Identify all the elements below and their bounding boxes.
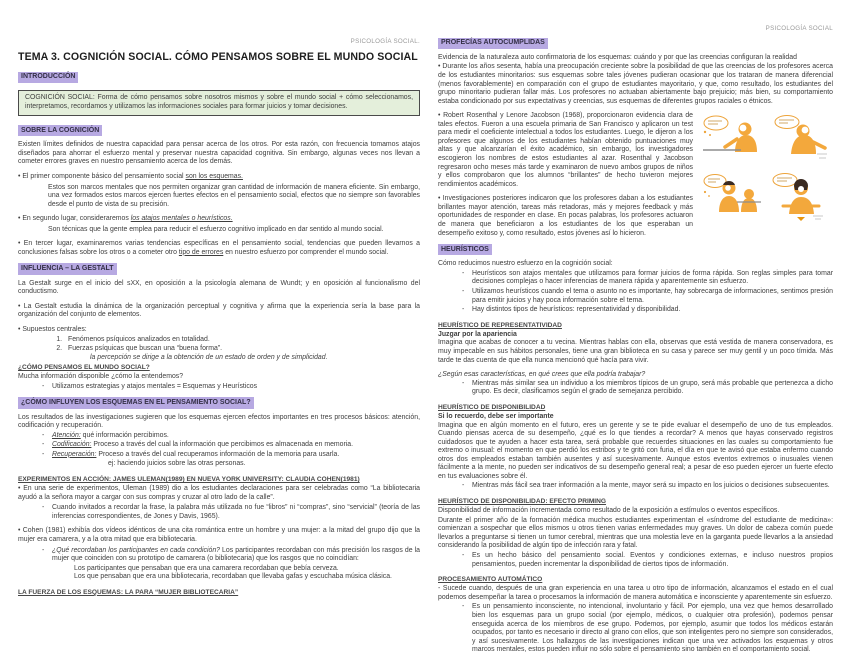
subtitle-juzgar-apariencia: Juzgar por la apariencia bbox=[438, 330, 517, 338]
cohen-detail-1: Los participantes que pensaban que era una camarera recordaban que bebía cerveza. bbox=[74, 564, 339, 572]
dash-heuristicos-3: - Hay distintos tipos de heurísticos: representatividad y disponibilidad. bbox=[472, 306, 833, 315]
dash-priming: - Es un hecho básico del pensamiento social. Eventos y condiciones externas, e incluso nuestros propios pensamientos, pueden incrementar la disponibilidad de ciertos tipos de información. bbox=[472, 552, 833, 569]
subheading-como-pensamos: ¿CÓMO PENSAMOS EL MUNDO SOCIAL? bbox=[18, 364, 150, 372]
subtitle-si-lo-recuerdo: Si lo recuerdo, debe ser importante bbox=[438, 412, 554, 420]
bullet-supuestos: • Supuestos centrales: bbox=[18, 326, 420, 335]
paragraph-evidencia: Evidencia de la naturaleza auto confirmatoria de los esquemas: cuándo y por que las creencias configuran la realidad bbox=[438, 53, 797, 61]
paragraph-mucha-info: Mucha información disponible ¿cómo la entendemos? bbox=[18, 373, 184, 381]
page-title: TEMA 3. COGNICIÓN SOCIAL. CÓMO PENSAMOS SOBRE EL MUNDO SOCIAL bbox=[18, 50, 418, 63]
bullet-cohen: • Cohen (1981) exhibía dos vídeos idénticos de una cita romántica entre un hombre y una mujer: a la mitad del grupo dijo que la mujer era camarera, y a la otra mitad que era bibliotecaria. bbox=[18, 527, 420, 544]
list-item: 1. Fenómenos psíquicos analizados en totalidad. bbox=[64, 336, 420, 345]
dash-recuperacion: - Recuperación: Proceso a través del cual recuperamos información de la memoria para usarla. bbox=[52, 451, 420, 460]
dash-similar: - Mientras más similar sea un individuo a los miembros típicos de un grupo, será más probable que pertenezca a dicho grupo. Es decir, clasificamos según el grado de semejanza percibido. bbox=[472, 380, 833, 397]
dash-codificacion: - Codificación: Proceso a través del cual la información que percibimos es almacenada en memoria. bbox=[52, 441, 420, 450]
paragraph-priming-2: Durante el primer año de la formación médica muchos estudiantes experimentan el «síndrome del estudiante de medicina»: comienzan a sospechar que ellos mismos u otros tienen varias enfermedades muy graves. Un dolor de cabeza común puede llevarlos a preguntarse si tienen un tumor cerebral, mientras que una molestia leve en la garganta puede llevarlos a la ansiedad considerando la posibilidad de algún tipo de infección rara y fatal. bbox=[438, 516, 833, 550]
dash-facil: - Mientras más fácil sea traer información a la mente, mayor será su impacto en los juicios o decisiones subsecuentes. bbox=[472, 482, 833, 491]
paragraph-vecina: Imagina que acabas de conocer a tu vecina. Mientras hablas con ella, observas que está vestida de manera conservadora, es muy impecable en sus hábitos personales, tiene una gran biblioteca en su casa y parece ser muy gentil y un poco tímida. Más tarde te das cuenta de que ella nunca mencionó qué hacía para vivir. bbox=[438, 339, 833, 364]
dash-cohen: - ¿Qué recordaban los participantes en cada condición? Los participantes recordaban con más precisión los rasgos de la mujer que coinciden con su prototipo de camarera (o bibliotecaria) que los rasgos que no coincidían: bbox=[52, 547, 420, 564]
teacher-student-comic-panel-1 bbox=[701, 114, 763, 166]
paragraph-limites: Existen límites definidos de nuestra capacidad para pensar acerca de los otros. Por esta razón, con frecuencia tomamos atajos diseñados para ahorrar el esfuerzo mental y preservar nuestra capacidad cognitiva. Sin embargo, algunas veces nos llevan a cometer errores graves en nuestro pensamiento acerca de los demás. bbox=[18, 141, 420, 166]
paragraph-priming-1: Disponibilidad de información incrementada como resultado de la exposición a estímulos o eventos específicos. bbox=[438, 507, 780, 515]
question-trabajar: ¿Según esas características, en qué crees que ella podría trabajar? bbox=[438, 371, 646, 379]
bullet-tendencias: • En tercer lugar, examinaremos varias tendencias específicas en el pensamiento social, tendencias que pueden llevarnos a conclusiones falsas sobre los otros o a cometer otro tipo de errores en nuestro esfuerzo por comprender el mundo social. bbox=[18, 240, 420, 257]
subheading-efecto-priming: HEURÍSTICO DE DISPONIBILIDAD: EFECTO PRIMING bbox=[438, 498, 607, 505]
list-item: 2. Fuerzas psíquicas que buscan una “buena forma”. bbox=[64, 345, 420, 354]
supuestos-note: la percepción se dirige a la obtención de un estado de orden y de simplicidad. bbox=[90, 353, 328, 361]
teacher-student-comic-panel-3 bbox=[701, 172, 763, 224]
section-heading-introduccion: INTRODUCCIÓN bbox=[18, 72, 78, 83]
ejemplo-note: ej: haciendo juicios sobre las otras personas. bbox=[108, 460, 246, 468]
teacher-student-comic-panel-2 bbox=[769, 114, 831, 166]
paragraph-resultados: Los resultados de las investigaciones sugieren que los esquemas ejercen efectos importantes en tres procesos básicos: atención, codificación y recuperación. bbox=[18, 413, 420, 430]
section-heading-gestalt: INFLUENCIA – LA GESTALT bbox=[18, 263, 117, 274]
running-header: PSICOLOGÍA SOCIAL. bbox=[350, 38, 420, 45]
subheading-fuerza-esquemas: LA FUERZA DE LOS ESQUEMAS: LA PARA “MUJER BIBLIOTECARIA” bbox=[18, 588, 239, 596]
dash-estrategias: - Utilizamos estrategias y atajos mentales = Esquemas y Heurísticos bbox=[52, 383, 420, 392]
dash-uleman: - Cuando invitados a recordar la frase, la palabra más utilizada no fue “libros” ni “compras”, sino “servicial” (teoría de las inferencias correspondientes, de Jones y Davis, 1965). bbox=[52, 504, 420, 521]
bullet-gestalt: • La Gestalt estudia la dinámica de la organización perceptual y cognitiva y afirma que la experiencia sería la base para la organización del conjunto de elementos. bbox=[18, 303, 420, 320]
section-heading-sobre-la-cognicion: SOBRE LA COGNICIÓN bbox=[18, 125, 102, 136]
subheading-procesamiento-automatico: PROCESAMIENTO AUTOMÁTICO bbox=[438, 576, 543, 584]
subheading-experimentos: EXPERIMENTOS EN ACCIÓN: JAMES ULEMAN(1989) EN NUEVA YORK UNIVERSITY: CLAUDIA COHEN(1981) bbox=[18, 475, 360, 483]
dash-heuristicos-1: - Heurísticos son atajos mentales que utilizamos para formar juicios de forma rápida. Son reglas simples para tomar decisiones complejas o hacer inferencias de manera rápida y aparentemente sin esfuerzo. bbox=[472, 270, 833, 287]
section-heading-heuristicos: HEURÍSTICOS bbox=[438, 244, 492, 255]
paragraph-como-reducimos: Cómo reducimos nuestro esfuerzo en la cognición social: bbox=[438, 260, 613, 268]
definition-box: COGNICIÓN SOCIAL: Forma de cómo pensamos sobre nosotros mismos y sobre el mundo social + cómo seleccionamos, interpretamos, recordamos y utilizamos las informaciones sociales para formar juicios y tomar decisiones. bbox=[18, 90, 420, 116]
paragraph-gestalt: La Gestalt surge en el inicio del sXX, en oposición a la psicología alemana de Wundt; y en oposición al funcionalismo del conductismo. bbox=[18, 279, 420, 296]
bullet-esquemas-detail: Estos son marcos mentales que nos permiten organizar gran cantidad de información de manera eficiente. Sin embargo, una vez formados estos marcos ejercen fuertes efectos en el pensamiento social, efectos que no siempre son favorables desde el punto de vista de su precisión. bbox=[48, 183, 420, 208]
dash-heuristicos-2: - Utilizamos heurísticos cuando el tema o asunto no es importante, hay sobrecarga de informaciones, sentimos presión para emitir juicios y hay poca información sobre el tema. bbox=[472, 288, 833, 305]
bullet-heuristicos-detail: Son técnicas que la gente emplea para reducir el esfuerzo cognitivo implicado en dar sentido al mundo social. bbox=[48, 225, 384, 233]
bullet-esquemas: • El primer componente básico del pensamiento social son los esquemas. bbox=[18, 173, 420, 182]
classroom-comic-grid bbox=[701, 114, 833, 224]
bullet-sesenta: • Durante los años sesenta, había una preocupación creciente sobre la posibilidad de que las creencias de los profesores acerca de los estudiantes minoritarios: sus esquemas sobre tales jóvenes pudieran ocasionar que los trataran de manera diferencial (menos favorablemente) en comparación con el grupo de estudiantes mayoritario, y que, como resultado, los estudiantes del grupo minoritario pudieran fallar más. Los profesores no actuaban abiertamente bajo prejuicio; más bien, su comportamiento estaba condicionado por sus expectativas y creencias, sus esquemas de diferentes grupos raciales o étnicos. bbox=[438, 63, 833, 106]
section-heading-influyen-esquemas: ¿CÓMO INFLUYEN LOS ESQUEMAS EN EL PENSAMIENTO SOCIAL? bbox=[18, 397, 254, 408]
section-heading-profecias: PROFECÍAS AUTOCUMPLIDAS bbox=[438, 38, 548, 49]
bullet-uleman: • En una serie de experimentos, Uleman (1989) dio a los estudiantes declaraciones para ser celebradas como “La bibliotecaria ayudó a la señora mayor a cargar con sus compras y cruzar al otro lado de la calle”. bbox=[18, 485, 420, 502]
dash-automatico: - Es un pensamiento inconsciente, no intencional, involuntario y fácil. Por ejemplo, una vez que hemos desarrollado bien los esquemas para un grupo social (por ejemplo, médicos, o cualquier otra profesión), podemos pensar enseguida acerca de los miembros de ese grupo. Podemos, por ejemplo, asumir que todos los médicos estarán ocupados, por tanto es necesario ir directo al grano con ellos, que son inteligentes pero no siempre son considerados, y así sucesivamente. Los hallazgos de las investigaciones indican que una vez activados los esquemas y otros marcos mentales, estos pueden influir no sólo sobre el pensamiento sino también en el comportamiento social. bbox=[472, 603, 833, 654]
paragraph-gerente: Imagina que en algún momento en el futuro, eres un gerente y se te pide evaluar el desempeño de uno de tus empleados. Cuando piensas acerca de su desempeño, ¿qué es lo que tiendes a recordar? A menos que hayas conservado registros cuidadosos que te ayuden a hacer esta tarea, será probable que recuerdes situaciones en las cuales su comportamiento fue extremo o inusual: el momento en que perdió los estribos y te gritó con furia, el día en que te avisó que estaba enfermo cuando otros dos empleados estaban también ausentes y así sucesivamente. Aunque estos eventos extremos o inusuales vienen fácilmente a la mente, no pueden ser indicativos de su desempeño general real; a pesar de eso pueden ejercer un fuerte efecto en tus evaluaciones sobre él. bbox=[438, 421, 833, 480]
bullet-posteriores: • Investigaciones posteriores indicaron que los profesores daban a los estudiantes brillantes mayor atención, tareas más retadoras, más y mejores feedback y más oportunidades de responder en clase. En pocas palabras, los profesores actuaron de manera que beneficiaron a los estudiantes de los que esperaban un desempeño exitoso y, como resultado, estos jóvenes así lo hicieron. bbox=[438, 195, 833, 238]
teacher-student-comic-panel-4 bbox=[769, 172, 831, 224]
page-2 bbox=[424, 0, 848, 655]
bullet-rosenthal: • Robert Rosenthal y Lenore Jacobson (1968), proporcionaron evidencia clara de tales efectos. Fueron a una escuela primaria de San Francisco y aplicaron un test para medir el coeficiente intelectual a todos los estudiantes. Luego, le dijeron a los profesores que algunos de los estudiantes habían obtenido puntuaciones muy altas y que alcanzarían el éxito académico, sin embargo, los investigadores escogieron los nombres de estos estudiantes al azar. Rosenthal y Jacobson regresaron ocho meses más tarde y examinaron de nuevo ambos grupos de niños y ellos comprobaron que los alumnos “brillantes” de hecho tuvieron mejores rendimientos académicos. bbox=[438, 112, 833, 189]
subheading-disponibilidad: HEURÍSTICO DE DISPONIBILIDAD bbox=[438, 403, 546, 411]
dash-atencion: - Atención: qué información percibimos. bbox=[52, 432, 420, 441]
paragraph-automatico: - Sucede cuando, después de una gran experiencia en una tarea u otro tipo de información, alcanzamos el estado en el cual podemos desempeñar la tarea o procesamos la información de manera automática e inconsciente y aparentemente sin esfuerzo. bbox=[438, 585, 833, 601]
running-header: PSICOLOGÍA SOCIAL bbox=[765, 25, 833, 32]
supuestos-list bbox=[64, 336, 420, 353]
bullet-heuristicos: • En segundo lugar, consideraremos los atajos mentales o heurísticos. bbox=[18, 215, 420, 224]
cohen-detail-2: Los que pensaban que era una bibliotecaria, recordaban que llevaba gafas y escuchaba música clásica. bbox=[74, 573, 392, 581]
subheading-representatividad: HEURÍSTICO DE REPRESENTATIVIDAD bbox=[438, 321, 562, 329]
